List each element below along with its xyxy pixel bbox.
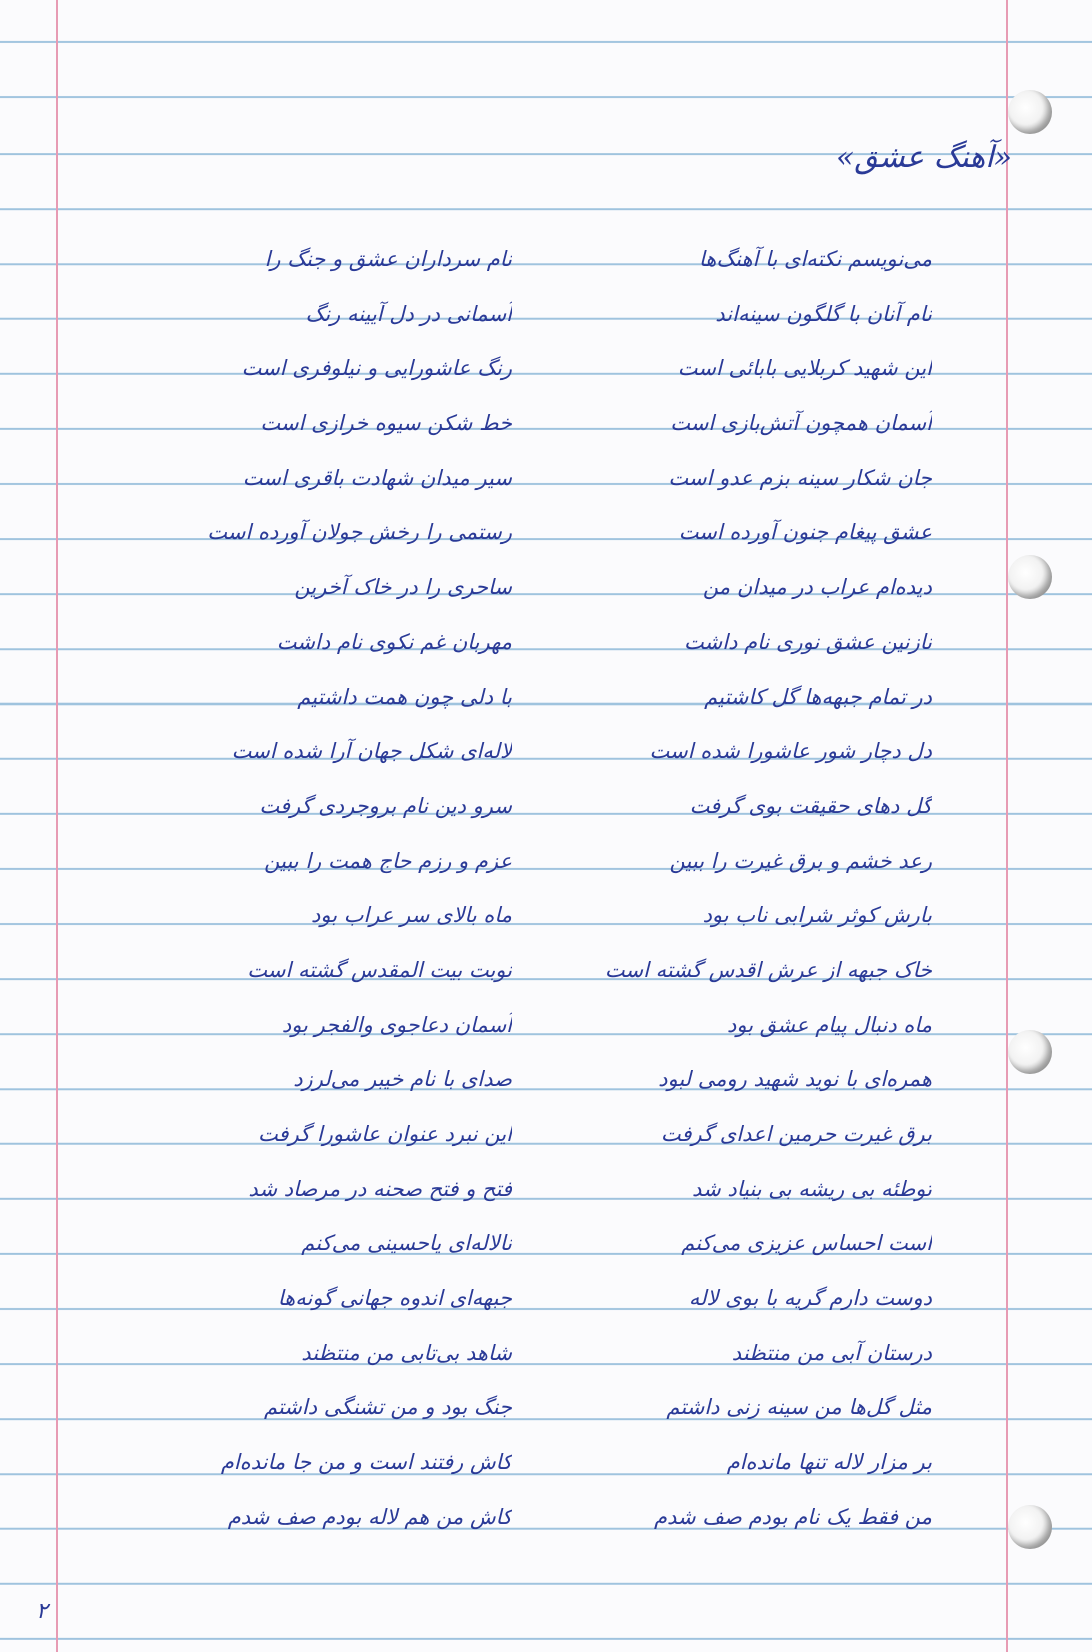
poem-line: صدای با نام خیبر می‌لرزد [293,1067,512,1092]
poem-line: در تمام جبهه‌ها گل کاشتیم [704,684,932,709]
poem-right-column [592,232,932,1545]
poem-line: جان شکار سینه بزم عدو است [668,465,932,490]
poem-line: آسمانی در دل آیینه رنگ [305,301,512,326]
poem-line: این نبرد عنوان عاشورا گرفت [257,1122,512,1146]
poem-line: عشق پیغام جنون آورده است [678,520,932,545]
poem-line: من فقط یک نام بودم صف شدم [653,1504,932,1529]
poem-line: سرو دین نام بروجردی گرفت [259,793,512,818]
poem-line: آسمان دعاجوی والفجر بود [281,1012,512,1037]
poem-line: ساحری را در خاک آخرین [294,575,512,600]
poem-line: درستان آبی من منتظند [731,1340,932,1365]
poem-title: «آهنگ عشق» [836,140,1012,175]
poem-line: شاهد بی‌تابی من منتظند [301,1340,512,1365]
poem-line: جبهه‌ای اندوه جهانی گونه‌ها [277,1286,512,1311]
poem-line: است احساس عزیزی می‌کنم [681,1231,932,1256]
poem-line: مهربان غم نکوی نام داشت [276,629,512,654]
poem-left-column [172,232,512,1545]
poem-line: بر مزار لاله تنها مانده‌ام [726,1450,932,1475]
poem-line: دوست دارم گریه با بوی لاله [688,1286,932,1311]
binder-hole-bottom [1008,1505,1052,1549]
poem-line: آسمان همچون آتش‌بازی است [670,411,932,436]
poem-line: ماه بالای سر عراب بود [311,903,512,928]
poem-line: رنگ عاشورایی و نیلوفری است [241,356,512,381]
poem-line: نالاله‌ای یاحسینی می‌کنم [301,1231,512,1256]
poem-line: بارش کوثر شرابی ناب بود [702,903,932,928]
poem-line: رعد خشم و برق غیرت را ببین [669,848,932,873]
poem-line: می‌نویسم نکته‌ای با آهنگ‌ها [698,247,932,271]
poem-line: این شهید کربلایی بابائی است [677,356,932,381]
poem-line: جنگ بود و من تشنگی داشتم [263,1395,512,1420]
poem-line: توطئه بی ریشه بی بنیاد شد [692,1176,932,1201]
page-number: ۲ [36,1599,48,1624]
poem-line: نوبت بیت المقدس گشته است [247,957,512,982]
poem-line: با دلی چون همت داشتیم [297,684,512,709]
poem-line: سیر میدان شهادت باقری است [242,465,512,490]
binder-hole-lower [1008,1030,1052,1074]
poem-line: نازنین عشق نوری نام داشت [684,629,932,654]
poem-line: ماه دنبال پیام عشق بود [727,1012,932,1037]
poem-line: عزم و رزم حاج همت را ببین [264,848,512,873]
poem-line: فتح و فتح صحنه در مرصاد شد [248,1176,512,1201]
poem-line: دیده‌ام عراب در میدان من [702,575,932,600]
poem-line: برق غیرت حرمین اعدای گرفت [660,1122,932,1146]
poem-line: نام آنان با گلگون سینه‌اند [715,301,932,326]
binder-hole-middle [1008,555,1052,599]
poem-line: کاش من هم لاله بودم صف شدم [227,1504,512,1529]
poem-line: رستمی را رخش جولان آورده است [207,520,512,545]
poem-line: دل دچار شور عاشورا شده است [649,739,932,764]
poem-line: خط شکن سیوه خرازی است [260,411,512,436]
poem-line: خاک جبهه از عرش اقدس گشته است [604,957,932,982]
poem-line: مثل گل‌ها من سینه زنی داشتم [666,1395,932,1420]
poem-line: کاش رفتند است و من جا مانده‌ام [220,1450,512,1475]
poem-line: نام سرداران عشق و جنگ را [264,247,512,271]
poem-line: لاله‌ای شکل جهان آرا شده است [231,739,512,764]
poem-line: همره‌ای با نوید شهید رومی لبود [658,1067,932,1092]
binder-hole-top [1008,90,1052,134]
poem-line: گل دهای حقیقت بوی گرفت [689,793,932,818]
